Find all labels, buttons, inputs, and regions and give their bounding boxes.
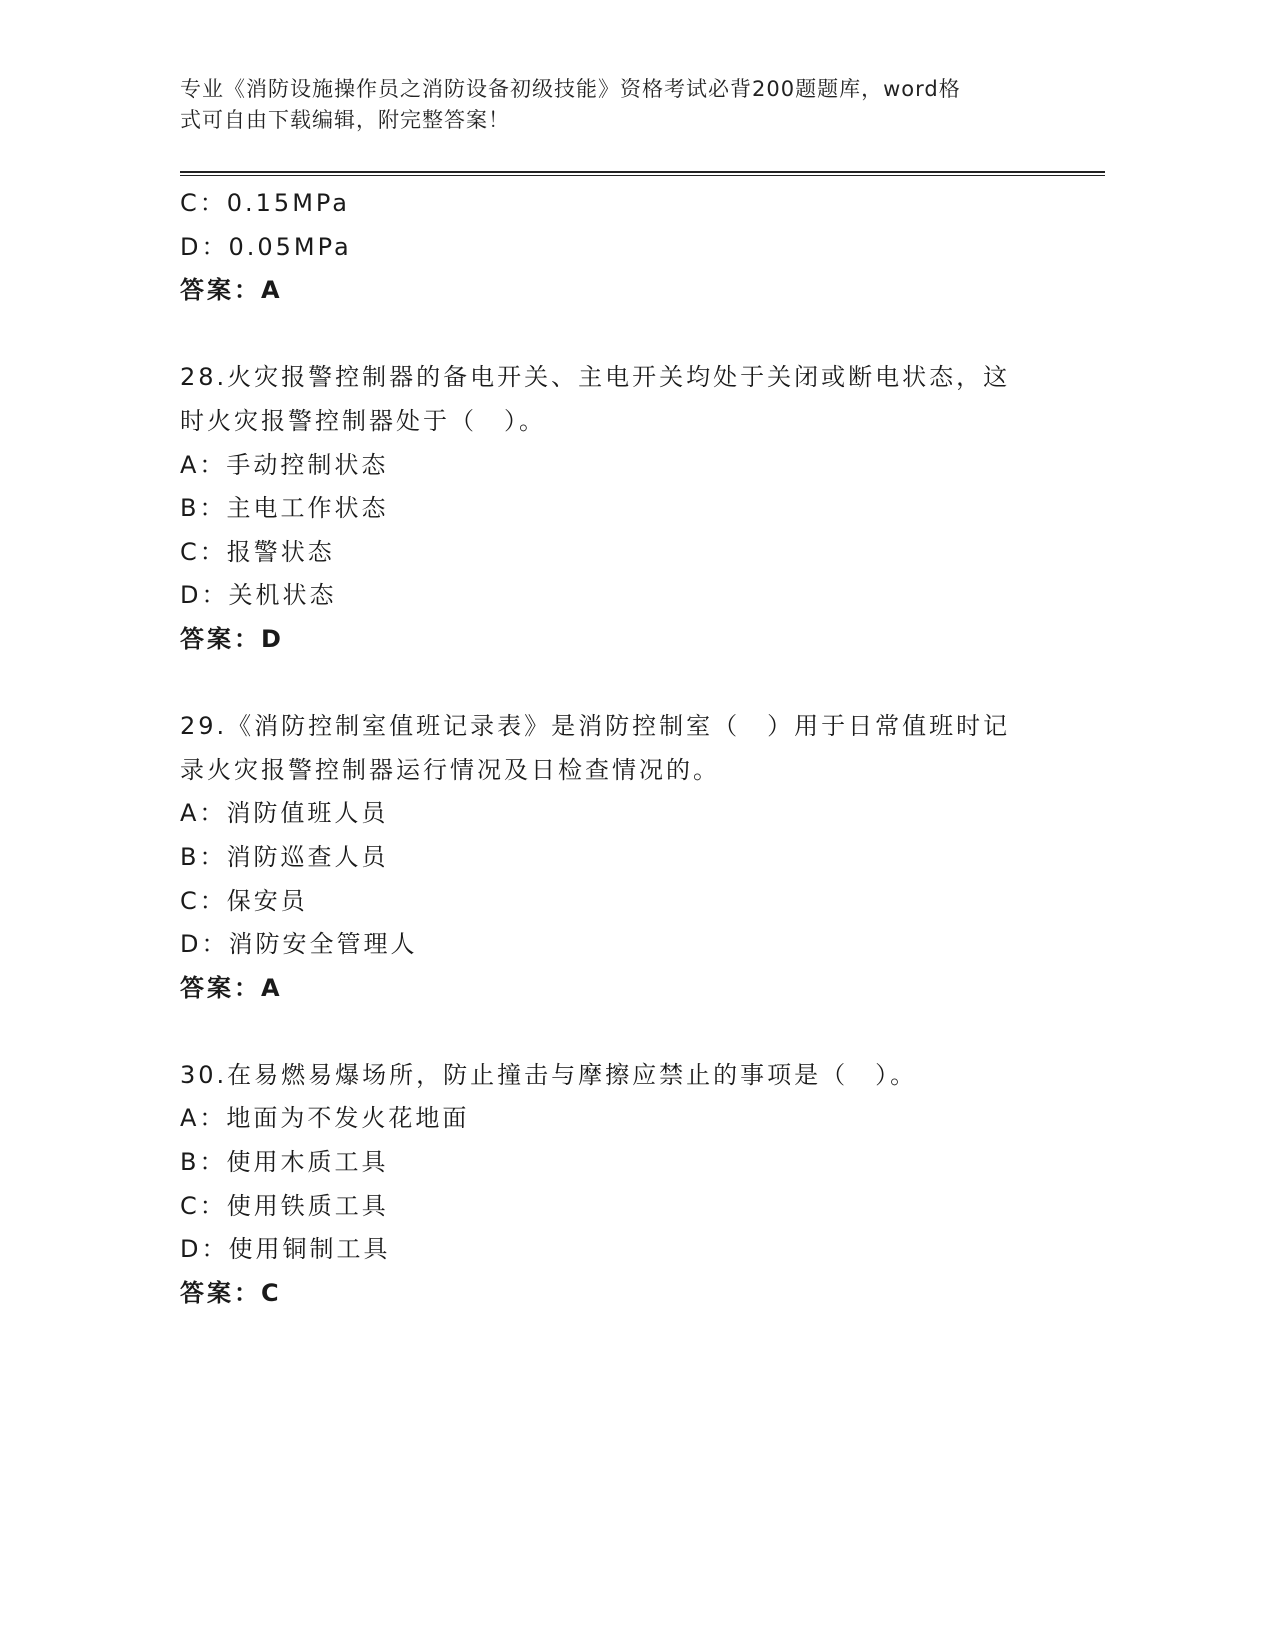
- spacer: [180, 313, 1040, 357]
- option-c: C：使用铁质工具: [180, 1191, 389, 1220]
- question-stem-line-1: 28.火灾报警控制器的备电开关、主电开关均处于关闭或断电状态，这: [180, 363, 1011, 392]
- document-body: [180, 182, 1040, 1315]
- answer-line: 答案：A: [180, 276, 283, 305]
- option-b: B：使用木质工具: [180, 1148, 389, 1177]
- answer-line: 答案：C: [180, 1278, 282, 1307]
- spacer: [180, 662, 1040, 706]
- option-d: D：0.05MPa: [180, 232, 352, 261]
- option-c: C：保安员: [180, 886, 308, 915]
- option-a: A：消防值班人员: [180, 799, 389, 828]
- option-a: A：地面为不发火花地面: [180, 1104, 470, 1133]
- question-30: [180, 1054, 1040, 1316]
- option-d: D：关机状态: [180, 581, 337, 610]
- question-stem-line-2: 录火灾报警控制器运行情况及日检查情况的。: [180, 755, 720, 784]
- question-stem-line-1: 30.在易燃易爆场所，防止撞击与摩擦应禁止的事项是（ ）。: [180, 1060, 918, 1089]
- option-b: B：主电工作状态: [180, 494, 389, 523]
- question-27-tail: [180, 182, 1040, 313]
- option-a: A：手动控制状态: [180, 450, 389, 479]
- spacer: [180, 1010, 1040, 1054]
- option-c: C：报警状态: [180, 537, 335, 566]
- option-c: C：0.15MPa: [180, 189, 351, 217]
- question-28: [180, 356, 1040, 661]
- document-header: [180, 74, 1040, 136]
- option-b: B：消防巡查人员: [180, 842, 389, 871]
- option-d: D：使用铜制工具: [180, 1235, 391, 1264]
- header-divider-thin: [180, 175, 1105, 176]
- option-d: D：消防安全管理人: [180, 930, 418, 959]
- question-29: [180, 705, 1040, 1010]
- answer-line: 答案：D: [180, 624, 284, 653]
- header-line-1: 专业《消防设施操作员之消防设备初级技能》资格考试必背200题题库，word格: [180, 77, 961, 101]
- question-stem-line-1: 29.《消防控制室值班记录表》是消防控制室（ ）用于日常值班时记: [180, 712, 1011, 741]
- header-divider: [180, 171, 1105, 173]
- header-line-2: 式可自由下载编辑，附完整答案！: [180, 108, 510, 132]
- question-stem-line-2: 时火灾报警控制器处于（ ）。: [180, 406, 546, 435]
- answer-line: 答案：A: [180, 973, 283, 1002]
